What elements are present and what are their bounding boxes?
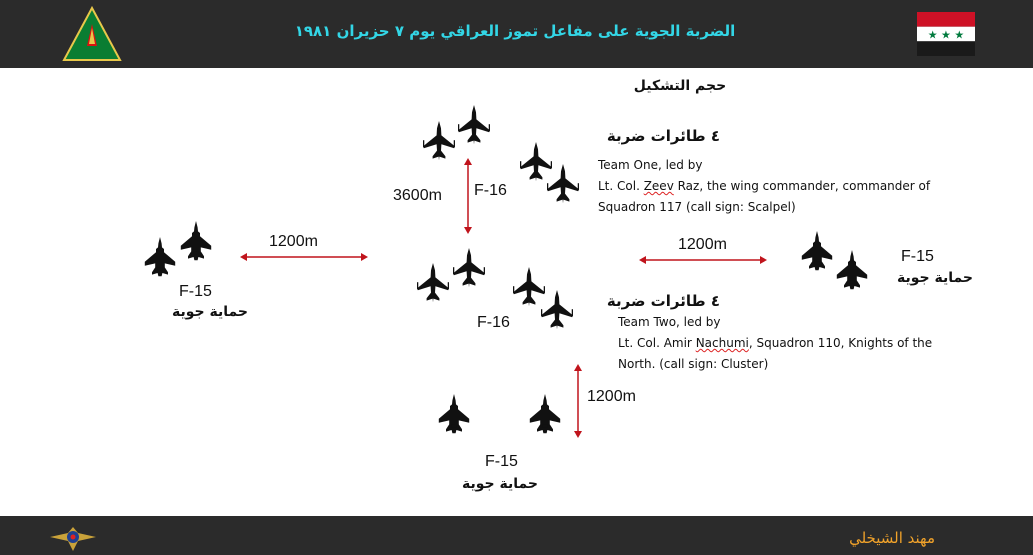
author-name: مهند الشيخلي: [849, 529, 935, 547]
vertical-distance-arrow: [462, 158, 474, 234]
vertical-distance-arrow-bottom: [572, 364, 584, 438]
f16-jet-icon: [547, 163, 579, 205]
f16-jet-icon: [458, 104, 490, 146]
distance-1200-left-label: 1200m: [269, 233, 318, 250]
air-cover-bottom-label: حماية جوية: [462, 476, 538, 492]
team-one-line2: Lt. Col. Zeev Raz, the wing commander, commander of: [598, 179, 931, 193]
distance-3600-label: 3600m: [393, 187, 442, 204]
f15-right-label: F-15: [901, 248, 934, 265]
header-bar: [0, 0, 1033, 68]
f16-jet-icon: [453, 247, 485, 289]
triangle-emblem-icon: [62, 6, 122, 62]
team-two-heading: ٤ طائرات ضربة: [606, 292, 720, 310]
footer-bar: [0, 516, 1033, 555]
formation-heading: حجم التشكيل: [633, 78, 727, 94]
f15-jet-icon: [144, 234, 176, 280]
page-title: الضربة الجوية على مفاعل تموز العراقي يوم ٧ حزيران ١٩٨١: [294, 22, 736, 40]
f15-jet-icon: [801, 228, 833, 274]
team-two-line3: North. (call sign: Cluster): [618, 357, 769, 371]
f15-left-label: F-15: [179, 283, 212, 300]
f15-jet-icon: [438, 391, 470, 437]
horizontal-distance-arrow-left: [240, 251, 368, 263]
team-one-line3: Squadron 117 (call sign: Scalpel): [598, 200, 796, 214]
f15-jet-icon: [529, 391, 561, 437]
team-one-line1: Team One, led by: [598, 158, 703, 172]
air-force-emblem-icon: [48, 523, 98, 555]
distance-1200-right-label: 1200m: [678, 236, 727, 253]
f16-mid-label: F-16: [477, 314, 510, 331]
distance-1200-bottom-label: 1200m: [587, 388, 636, 405]
horizontal-distance-arrow-right: [639, 254, 767, 266]
air-cover-right-label: حماية جوية: [897, 270, 973, 286]
f15-bottom-label: F-15: [485, 453, 518, 470]
team-two-line1: Team Two, led by: [618, 315, 721, 329]
team-one-description: [598, 155, 930, 218]
iraq-flag-icon: [917, 12, 975, 56]
team-two-line2: Lt. Col. Amir Nachumi, Squadron 110, Knights of the: [618, 336, 933, 350]
f16-jet-icon: [541, 289, 573, 331]
f16-top-label: F-16: [474, 182, 507, 199]
team-one-heading: ٤ طائرات ضربة: [606, 127, 720, 145]
air-cover-left-label: حماية جوية: [172, 304, 248, 320]
team-two-description: [618, 312, 932, 375]
f16-jet-icon: [417, 262, 449, 304]
f15-jet-icon: [836, 247, 868, 293]
svg-text:★ ★ ★: ★ ★ ★: [927, 28, 965, 42]
f15-jet-icon: [180, 218, 212, 264]
f16-jet-icon: [423, 120, 455, 162]
